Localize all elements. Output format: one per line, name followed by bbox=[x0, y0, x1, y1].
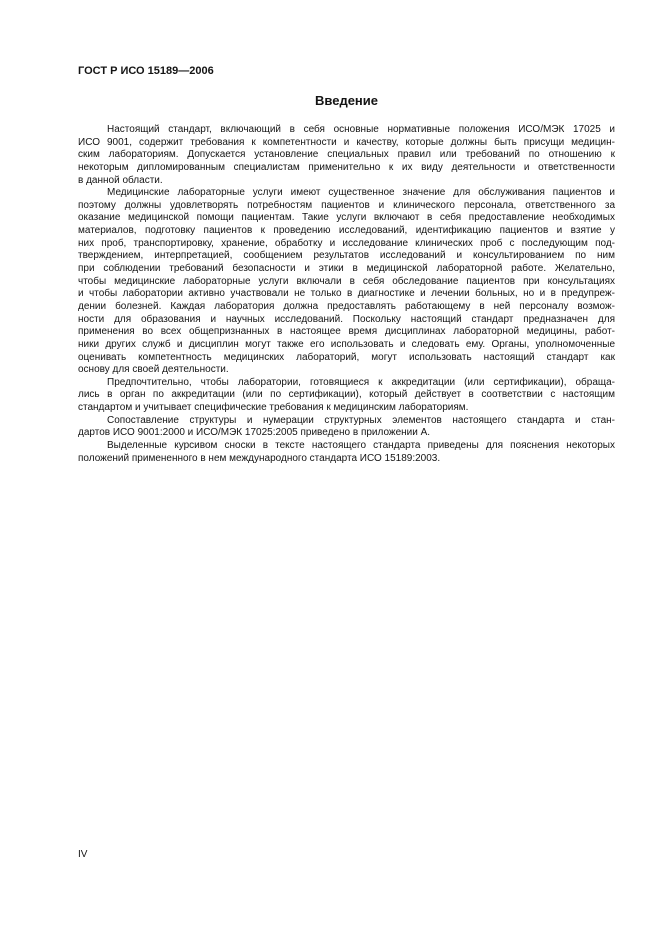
text-line: положений примененного в нем международного стандарта ИСО 15189:2003. bbox=[78, 452, 441, 464]
text-line: дартов ИСО 9001:2000 и ИСО/МЭК 17025:2005 приведено в приложении А. bbox=[78, 427, 431, 439]
text-line: и чтобы лаборатории активно участвовали не только в диагностике и лечении больных, но и в предупреж- bbox=[78, 288, 615, 300]
text-line: стандартом и учитывает специфические требования к медицинским лабораториям. bbox=[78, 402, 469, 414]
text-line: материалов, подготовку пациентов к проведению исследований, идентификацию пациентов и взятие у bbox=[78, 225, 615, 237]
text-line: основу для своей деятельности. bbox=[78, 364, 229, 376]
text-line: Медицинские лабораторные услуги имеют существенное значение для обслуживания пациентов и bbox=[107, 187, 615, 199]
page-number: IV bbox=[78, 849, 88, 860]
introduction-text bbox=[78, 124, 615, 465]
text-line: в данной области. bbox=[78, 174, 163, 186]
text-line: Сопоставление структуры и нумерации структурных элементов настоящего стандарта и стан- bbox=[107, 414, 615, 426]
paragraph-3 bbox=[78, 377, 615, 415]
text-line: ности для образования и научных исследований. Поскольку настоящий стандарт предназначен для bbox=[78, 313, 615, 325]
standard-designation: ГОСТ Р ИСО 15189—2006 bbox=[78, 65, 214, 77]
text-line: лись в орган по аккредитации (или по сертификации), который действует в соответствии с настоящим bbox=[78, 389, 615, 401]
text-line: дении болезней. Каждая лаборатория должна предоставлять работающему в ней персоналу возмож- bbox=[78, 300, 615, 312]
text-line: оказание медицинской помощи пациентам. Такие услуги включают в себя предоставление необходимых bbox=[78, 212, 615, 224]
text-line: Настоящий стандарт, включающий в себя основные нормативные положения ИСО/МЭК 17025 и bbox=[107, 124, 615, 135]
text-line: при соблюдении требований безопасности и этики в медицинской лабораторной работе. Желательно, bbox=[78, 263, 615, 275]
text-line: некоторым дипломированным специалистам применительно к их виду деятельности и ответственности bbox=[78, 161, 615, 173]
text-line: поэтому должны удовлетворять потребностям пациентов и клинического персонала, ответственного за bbox=[78, 199, 615, 211]
text-line: тверждением, интерпретацией, сообщением результатов исследований и консультированием по ним bbox=[78, 250, 615, 262]
text-line: Предпочтительно, чтобы лаборатории, готовящиеся к аккредитации (или сертификации), обраща- bbox=[107, 376, 615, 388]
text-line: ники других служб и дисциплин могут также его использовать и следовать ему. Органы, уполномоченные bbox=[78, 338, 615, 350]
text-line: них проб, транспортировку, хранение, обработку и исследование клинических проб с последующим под- bbox=[78, 237, 615, 249]
text-line: применения во всех общепризнанных в настоящее время дисциплинах лабораторной медицины, работ- bbox=[78, 326, 615, 338]
text-line: ИСО 9001, содержит требования к компетентности и качеству, которые должны быть присущи медицин- bbox=[78, 136, 615, 148]
paragraph-4 bbox=[78, 415, 615, 440]
section-title: Введение bbox=[315, 93, 378, 108]
text-line: ским лабораториям. Допускается установление специальных правил или требований по отношению к bbox=[78, 149, 615, 161]
paragraph-5 bbox=[78, 440, 615, 465]
paragraph-1 bbox=[78, 124, 615, 187]
paragraph-2 bbox=[78, 187, 615, 377]
text-line: чтобы медицинские лабораторные услуги включали в себя обследование пациентов при консультациях bbox=[78, 275, 615, 287]
text-line: оценивать компетентность медицинских лабораторий, могут использовать настоящий стандарт как bbox=[78, 351, 615, 363]
text-line: Выделенные курсивом сноски в тексте настоящего стандарта приведены для пояснения некоторых bbox=[107, 440, 615, 452]
